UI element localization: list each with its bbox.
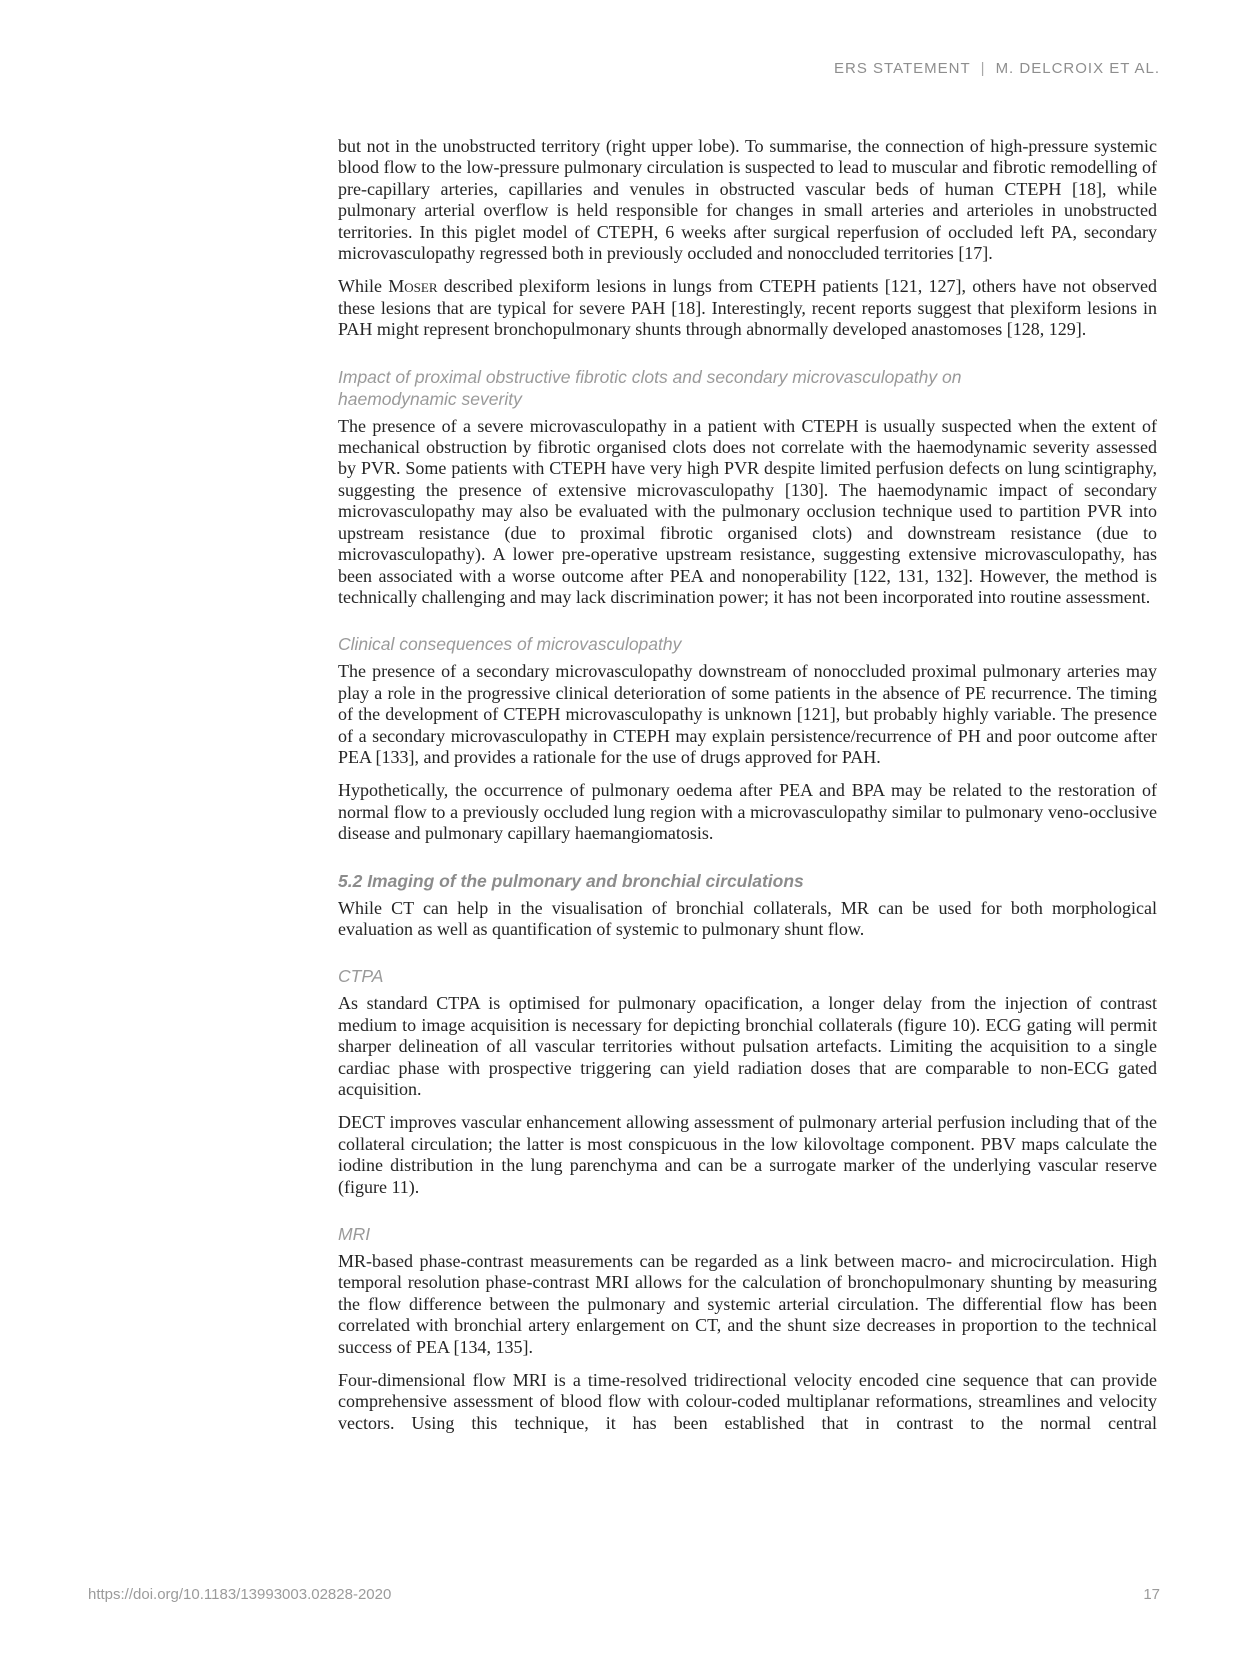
paragraph: MR-based phase-contrast measurements can be regarded as a link between macro- and microcirculation. High temporal resolution phase-contrast MRI allows for the calculation of bronchopulmonary shunting by measuring the flow difference between the pulmonary and systemic arterial circulation. The differential flow has been correlated with bronchial artery enlargement on CT, and the shunt size decreases in proportion to the technical success of PEA [134, 135]. — [338, 1251, 1157, 1357]
paragraph-text: While — [338, 276, 389, 297]
paragraph: While CT can help in the visualisation of bronchial collaterals, MR can be used for both morphological evaluation as well as quantification of systemic to pulmonary shunt flow. — [338, 897, 1157, 939]
section-heading-impact-of-proximal-obstructive-fibrotic-clots: Impact of proximal obstructive fibrotic clots and secondary microvasculopathy on haemodynamic severity — [338, 366, 962, 409]
footer-doi-link[interactable]: https://doi.org/10.1183/13993003.02828-2020 — [88, 1586, 392, 1603]
author-smallcaps: Moser — [388, 276, 438, 297]
paragraph: As standard CTPA is optimised for pulmonary opacification, a longer delay from the injection of contrast medium to image acquisition is necessary for depicting bronchial collaterals (figure 10). ECG gating will permit sharper delineation of all vascular territories without pulsation artefacts. Limiting the acquisition to a single cardiac phase with prospective triggering can yield radiation doses that are comparable to non-ECG gated acquisition. — [338, 993, 1157, 1099]
section-heading-5-2-imaging: 5.2 Imaging of the pulmonary and bronchial circulations — [338, 870, 804, 891]
paragraph: Hypothetically, the occurrence of pulmonary oedema after PEA and BPA may be related to the restoration of normal flow to a previously occluded lung region with a microvasculopathy similar to pulmonary veno-occlusive disease and pulmonary capillary haemangiomatosis. — [338, 780, 1157, 844]
header-separator: | — [980, 60, 986, 77]
paragraph: The presence of a secondary microvasculopathy downstream of nonoccluded proximal pulmonary arteries may play a role in the progressive clinical deterioration of some patients in the absence of PE recurrence. The timing of the development of CTEPH microvasculopathy is unknown [121], but probably highly variable. The presence of a secondary microvasculopathy in CTEPH may explain persistence/recurrence of PH and poor outcome after PEA [133], and provides a rationale for the use of drugs approved for PAH. — [338, 661, 1157, 767]
section-heading-clinical-consequences: Clinical consequences of microvasculopathy — [338, 634, 682, 655]
section-heading-ctpa: CTPA — [338, 966, 384, 987]
paragraph: but not in the unobstructed territory (right upper lobe). To summarise, the connection of high-pressure systemic blood flow to the low-pressure pulmonary circulation is suspected to lead to muscular and fibrotic remodelling of pre-capillary arteries, capillaries and venules in obstructed vascular beds of human CTEPH [18], while pulmonary arterial overflow is held responsible for changes in small arteries and arterioles in unobstructed territories. In this piglet model of CTEPH, 6 weeks after surgical reperfusion of occluded left PA, secondary microvasculopathy regressed both in previously occluded and nonoccluded territories [17]. — [338, 136, 1157, 264]
running-header — [834, 60, 1160, 78]
article-body — [338, 136, 1157, 1446]
paragraph: The presence of a severe microvasculopathy in a patient with CTEPH is usually suspected when the extent of mechanical obstruction by fibrotic organised clots does not correlate with the haemodynamic severity assessed by PVR. Some patients with CTEPH have very high PVR despite limited perfusion defects on lung scintigraphy, suggesting the presence of extensive microvasculopathy [130]. The haemodynamic impact of secondary microvasculopathy may also be evaluated with the pulmonary occlusion technique used to partition PVR into upstream resistance (due to proximal fibrotic organised clots) and downstream resistance (due to microvasculopathy). A lower pre-operative upstream resistance, suggesting extensive microvasculopathy, has been associated with a worse outcome after PEA and nonoperability [122, 131, 132]. However, the method is technically challenging and may lack discrimination power; it has not been incorporated into routine assessment. — [338, 415, 1157, 607]
paragraph: Four-dimensional flow MRI is a time-resolved tridirectional velocity encoded cine sequence that can provide comprehensive assessment of blood flow with colour-coded multiplanar reformations, streamlines and velocity vectors. Using this technique, it has been established that in contrast to the normal central — [338, 1370, 1157, 1433]
page-footer — [88, 1586, 1160, 1603]
paragraph-text: described plexiform lesions in lungs from CTEPH patients [121, 127], others have not observed these lesions that are typical for severe PAH [18]. Interestingly, recent reports suggest that plexiform lesions in PAH might represent bronchopulmonary shunts through abnormally developed anastomoses [128, 129]. — [338, 276, 1158, 340]
paragraph — [338, 276, 1157, 340]
paragraph: DECT improves vascular enhancement allowing assessment of pulmonary arterial perfusion including that of the collateral circulation; the latter is most conspicuous in the low kilovoltage component. PBV maps calculate the iodine distribution in the lung parenchyma and can be a surrogate marker of the underlying vascular reserve (figure 11). — [338, 1112, 1157, 1197]
page-number: 17 — [1143, 1586, 1160, 1603]
header-article-type: ERS STATEMENT — [834, 60, 971, 77]
header-authors: M. DELCROIX ET AL. — [995, 60, 1160, 77]
section-heading-mri: MRI — [338, 1224, 371, 1245]
